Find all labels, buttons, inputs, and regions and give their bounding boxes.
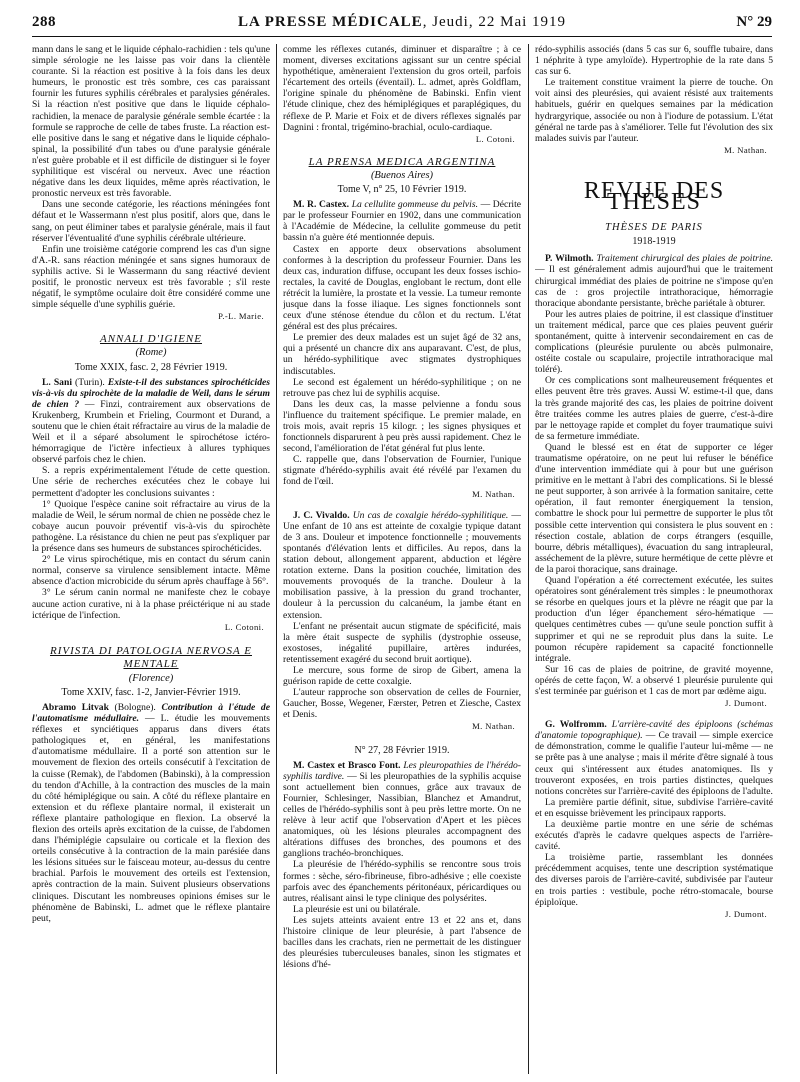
page-number: 288	[32, 14, 56, 30]
journal-place: (Rome)	[135, 347, 167, 359]
theses-heading: THÈSES DE PARIS	[605, 222, 703, 234]
paragraph: Enfin une troisième catégorie comprend les cas d'un signe d'A.-R. sans réaction méningée et sans signes humoraux de syphilis active. Si le Wassermann du sang réactivé devient positif, le pronostic nerveux est très favorable ; s'il reste négatif, le symptôme oculaire doit être considéré comme une simple séquelle d'une syphilis guérie.	[32, 243, 270, 311]
journal-title: LA PRENSA MEDICA ARGENTINA	[308, 155, 496, 168]
author-name: P. Wilmoth.	[545, 253, 594, 265]
signature: M. Nathan.	[472, 721, 515, 732]
journal-title: RIVISTA DI PATOLOGIA NERVOSA E MENTALE	[49, 644, 252, 670]
article-title: Traitement chirurgical des plaies de poitrine.	[593, 253, 773, 265]
column-2	[283, 44, 521, 1074]
author-name: G. Wolfromm.	[545, 719, 607, 731]
journal-volume: Tome XXIX, fasc. 2, 28 Février 1919.	[74, 361, 228, 373]
author-name: J. C. Vivaldo.	[293, 509, 350, 521]
paragraph: Or ces complications sont malheureusement fréquentes et elles peuvent être très graves. Aussi W. estime-t-il que, dans la très grande majorité des cas, les plaies de poitrine doivent être traitées comme les autres plaies de guerre, c'est-à-dire par le nettoyage rapide et complet du foyer traumatique suivi de sa fermeture immédiate.	[535, 375, 773, 442]
journal-volume: N° 27, 28 Février 1919.	[354, 744, 450, 756]
paragraph: mann dans le sang et le liquide céphalo-rachidien : tels qu'une simple sérologie ne les laisse pas voir dans la clientèle courante. Si la réaction est positive à la fois dans les deux humeurs, le pronostic est très sombre, ces cas paraissant fournir les futures syphilis cérébrales et paralysies générales. Si la réaction n'est positive que dans le liquide céphalo-rachidien, la menace de paralysie générale semble écartée : la formule se rapproche de celle de tabes fruste. La réaction est-elle positive dans le sang et négative dans le liquide céphalo-spinal, la possibilité d'un tabes ou d'une paralysie générale n'est guère probable et il est difficile de distinguer si le foyer syphilitique est viscéral ou nerveux. Avec une réaction négative dans les deux liquides, même après réactivation, le pronostic nerveux est très favorable.	[32, 44, 270, 200]
author-name: Abramo Litvak	[42, 701, 109, 713]
journal-place: (Florence)	[128, 672, 174, 684]
abstract-paragraph: J. C. Vivaldo. Un cas de coxalgie hérédo-syphilitique. — Une enfant de 10 ans est atteinte de coxalgie typique datant de 3 ans. Douleur et impotence fonctionnelle ; mouvements spontanés d'élévation lents et difficiles. Au repos, dans la station debout, allongement apparent, abduction et légère rotation externe. Dans la position couchée, limitation des mouvements provoqués de la tranche. Douleur à la mobilisation passive, à la pression du grand trochanter, douleur à la percussion du calcanéum, la jambe étant en extension.	[283, 509, 521, 621]
article-title: Un cas de coxalgie hérédo-syphilitique.	[349, 509, 509, 521]
author-name: M. R. Castex.	[293, 199, 350, 211]
section-title: REVUE DES THÈSES	[583, 177, 725, 216]
column-divider	[528, 44, 529, 1074]
paragraph: La pleurésie est uni ou bilatérale.	[293, 903, 421, 915]
paragraph: comme les réflexes cutanés, diminuer et disparaître ; à ce moment, diverses excitations agissant sur un centre spécial hypothétique, amèneraient l'extension du gros orteil, parfois l'écartement des orteils (éventail). L. admet, après Goldflam, l'origine spinale du phénomène de Babinski. Enfin vient l'étude clinique, chez des hémiplégiques et paraplégiques, du réflexe de P. Marie et Foix et de divers réflexes signalés par Dagnini : frontal, trigémino-brachial, oculo-cardiaque.	[283, 44, 521, 133]
paragraph: La pleurésie de l'hérédo-syphilis se rencontre sous trois formes : sèche, séro-fibrineuse, fibro-adhésive ; elle coexiste parfois avec des épanchements péritonéaux, péricardiques ou autres, réalisant ainsi le type clinique des polysérites.	[283, 859, 521, 904]
article-title: Contribution à l'étude de l'automatisme médullaire.	[32, 701, 270, 725]
paragraph: Le traitement constitue vraiment la pierre de touche. On voit ainsi des pleurésies, qui avaient résisté aux traitements habituels, guérir en quelques semaines par la médication hydrargyrique, associée ou non à l'iodure de potassium. L'état général ne tarde pas à s'améliorer. Telle fut l'évolution des six malades suivis par l'auteur.	[535, 77, 773, 144]
article-title: L'arrière-cavité des épiploons (schémas d'anatomie topographique).	[535, 719, 773, 742]
signature: M. Nathan.	[724, 144, 767, 155]
signature: L. Cotoni.	[475, 133, 515, 144]
author-name: M. Castex et Brasco Font.	[293, 759, 401, 771]
header-rule	[32, 36, 772, 37]
paragraph: S. a repris expérimentalement l'étude de cette question. Une série de recherches exécutées chez le cobaye lui permettent d'adopter les conclusions suivantes :	[32, 465, 270, 499]
signature: L. Cotoni.	[224, 621, 264, 632]
article-title: La cellulite gommeuse du pelvis.	[349, 199, 478, 211]
paragraph: Sur 16 cas de plaies de poitrine, de gravité moyenne, opérés de cette façon, W. a observé 1 pleurésie purulente qui s'est terminée par guérison et 1 cas de mort par œdème aigu.	[535, 663, 773, 697]
paragraph: 3° Le sérum canin normal ne manifeste chez le cobaye aucune action curative, ni à la phase préictérique ni au stade ictérique de l'infection.	[32, 587, 270, 621]
paragraph: C. rappelle que, dans l'observation de Fournier, l'unique stigmate d'hérédo-syphilis avait été révélé par l'examen du fond de l'œil.	[283, 454, 521, 488]
signature: J. Dumont.	[725, 908, 767, 919]
column-3	[535, 44, 773, 1074]
abstract-paragraph: L. Sani (Turin). Existe-t-il des substances spirochéticides vis-à-vis du spirochète de la maladie de Weil, dans le sérum de chien ? — Finzi, contrairement aux observations de Krukenberg, Krumbein et Frieling, Courmont et Durand, a soutenu que le chien était réfractaire au virus de la maladie de Weil et il a séparé absolument le spirochétose ictéro-hémorragique de l'ictère infectieux à allures typhiques observé parfois chez le chien.	[32, 376, 270, 466]
abstract-paragraph: M. Castex et Brasco Font. Les pleuropathies de l'hérédo-syphilis tardive. — Si les pleuropathies de la syphilis acquise sont actuellement bien connues, grâce aux travaux de Fournier, Schlesinger, Nassibian, Blanchez et Amandrut, celles de l'hérédo-syphilis sont à peu près lettre morte. On ne relève à leur actif que l'observation d'Apert et les pièces anatomiques, où les lésions pleurales accompagnent des altérations diffuses des bronches, des poumons et des ganglions trachéo-bronchiques.	[283, 759, 521, 860]
paragraph: Le premier des deux malades est un sujet âgé de 32 ans, qui a présenté un chancre dix ans auparavant. C'est, de plus, un hérédo-syphilitique avec stigmates dystrophiques indiscutables.	[283, 332, 521, 377]
abstract-paragraph: P. Wilmoth. Traitement chirurgical des plaies de poitrine. — Il est généralement admis aujourd'hui que le traitement chirurgical immédiat des plaies de poitrine ne s'impose qu'en cas de : gros projectile intrathoracique, hémorragie thoracique abondante persistante, brèche pariétale à obturer.	[535, 253, 773, 309]
abstract-paragraph: Abramo Litvak (Bologne). Contribution à l'étude de l'automatisme médullaire. — L. étudie les mouvements réflexes et synciétiques apparus dans divers états pathologiques et, en général, les manifestations d'automatisme médullaire. Il a porté son attention sur le mouvement de flexion des orteils consécutif à l'excitation de la cuisse (Remak), de l'abdomen (Babinski), à la compression du tendon d'Achille, à la contraction des muscles de la main du côté hémiplégique ou sain. A côté du réflexe plantaire en extension et du réflexe plantaire normal, il existerait un réflexe plantaire pathologique en flexion. La observé la flexion des orteils après excitation de la cuisse, de l'abdomen dans l'hémiplégie capsulaire ou corticale et la flexion des orteils consécutive à la contraction de la main parésiée dans les lésions situées sur le faisceau moteur, au-dessus du centre brachial. Parfois le mouvement des orteils est l'extension, après contraction de la main. Suivent plusieurs observations cliniques. Discutant les nombreuses opinions émises sur le phénomène de Babinski, L. admet que le réflexe plantaire peut,	[32, 701, 270, 924]
issue-date: Jeudi, 22 Mai 1919	[432, 14, 567, 30]
journal-volume: Tome V, n° 25, 10 Février 1919.	[337, 184, 467, 196]
signature: P.-L. Marie.	[218, 311, 264, 322]
signature: M. Nathan.	[472, 488, 515, 499]
paragraph: 1° Quoique l'espèce canine soit réfractaire au virus de la maladie de Weil, le sérum normal de chien ne possède chez le cobaye aucun pouvoir préventif vis-à-vis du spirochète pathogène. La résistance du chien ne peut pas s'expliquer par la présence dans ses humeurs de substances spirochéticides.	[32, 498, 270, 555]
paragraph: Quand l'opération a été correctement exécutée, les suites opératoires sont généralement très simples : le pneumothorax se résorbe en quelques jours et la plèvre ne réagit que par la production d'un léger épanchement séro-hématique — quelques centimètres cubes — qu'une seule ponction suffit à supprimer et qui ne se reproduit plus dans la suite. Le poumon récupère rapidement sa capacité fonctionnelle intégrale.	[535, 575, 773, 664]
column-1	[32, 44, 270, 1074]
paragraph: 2° Le virus spirochétique, mis en contact du sérum canin normal, conserve sa virulence sensiblement intacte. Même absence d'action microbicide du sérum après chauffage à 56°.	[32, 554, 270, 588]
paragraph: Les sujets atteints avaient entre 13 et 22 ans et, dans l'histoire clinique de leur pleurésie, à part l'absence de bacilles dans les crachats, rien ne permettait de les distinguer des pleurésies tuberculeuses banales, sinon les stigmates et lésions d'hé-	[283, 914, 521, 971]
theses-year: 1918-1919	[632, 236, 676, 248]
paragraph: La deuxième partie montre en une série de schémas exécutés d'après le cadavre quelques aspects de l'arrière-cavité.	[535, 819, 773, 853]
issue-number: N° 29	[736, 14, 772, 30]
abstract-paragraph: M. R. Castex. La cellulite gommeuse du pelvis. — Décrite par le professeur Fournier en 1902, dans une communication à l'Académie de Médecine, la cellulite gommeuse du petit bassin n'a guère été mentionnée depuis.	[283, 199, 521, 244]
paragraph: La troisième partie, rassemblant les données précédemment acquises, tente une description systématique des diverses parois de l'arrière-cavité, subdivisée par l'auteur en trois parties : vestibule, poche rétro-stomacale, bourse épiploïque.	[535, 852, 773, 908]
paragraph: Le second est également un hérédo-syphilitique ; on ne retrouve pas chez lui de syphilis acquise.	[283, 376, 521, 399]
paragraph: Dans les deux cas, la masse pelvienne a fondu sous l'influence du traitement spécifique. Le premier malade, en trois mois, avait repris 15 kilogr. ; les signes physiques et fonctionnels disparurent à peu près aussi rapidement. Chez le second, l'amélioration de l'état général fut plus lente.	[283, 398, 521, 455]
abstract-paragraph: G. Wolfromm. L'arrière-cavité des épiploons (schémas d'anatomie topographique). — Ce travail — simple exercice de démonstration, comme le qualifie l'auteur lui-même — ne se prête pas à une analyse ; mais il mérite d'être signalé à tous ceux qui s'intéressent aux études anatomiques. Ils y trouveront exposées, en trois parties distinctes, quelques notions concrètes sur l'arrière-cavité des épiploons de l'adulte.	[535, 719, 773, 797]
paragraph: L'enfant ne présentait aucun stigmate de spécificité, mais la mère était suspecte de syphilis (dystrophie osseuse, exostoses, inégalité pupillaire, artères indurées, retentissement exagéré du second bruit aortique).	[283, 620, 521, 665]
article-title: Existe-t-il des substances spirochéticides vis-à-vis du spirochète de la maladie de Weil, dans le sérum de chien ?	[32, 376, 270, 410]
paragraph: Le mercure, sous forme de sirop de Gibert, amena la guérison rapide de cette coxalgie.	[283, 664, 521, 688]
paragraph: Quand le blessé est en état de supporter ce léger traumatisme opératoire, on ne peut lui refuser le bénéfice d'une intervention immédiate qui à pour but une guérison primitive en le mettant à l'abri des complications. Si le blessé ne peut supporter, à son arrivée à la formation sanitaire, cette opération, il faut remonter énergiquement la tension, combattre le shock pour lui permettre de supporter le plus tôt possible cette intervention qui consistera le plus souvent en : résection costale, ablation de corps étrangers (esquille, bourre, débris métalliques), évacuation du sang intrapleural, asséchement de la plèvre, suture hermétique de cette plèvre et de la paroi thoracique, sans drainage.	[535, 441, 773, 575]
journal-title: ANNALI D'IGIENE	[100, 333, 202, 346]
journal-title: LA PRESSE MÉDICALE	[237, 14, 423, 30]
column-divider	[276, 44, 277, 1074]
paragraph: Castex en apporte deux observations absolument conformes à la description du professeur Fournier. Dans les deux cas, induration diffuse, occupant les deux fosses ischio-rectales, la cavité de Douglas, englobant le rectum, dont elle rétrécit la lumière, la prostate et la vessie. La tumeur remonte jusque dans la fosse iliaque. Les signes fonctionnels sont ceux d'une sténose étendue du côlon et du rectum. L'état général est des plus précaires.	[283, 243, 521, 333]
journal-place: (Buenos Aires)	[370, 169, 434, 181]
article-title: Les pleuropathies de l'hérédo-syphilis tardive.	[283, 759, 521, 782]
paragraph: L'auteur rapproche son observation de celles de Fournier, Gaucher, Bosse, Wegener, Færster, Petren et Ziesche, Castex et Denis.	[283, 687, 521, 721]
journal-volume: Tome XXIV, fasc. 1-2, Janvier-Février 1919.	[61, 686, 241, 698]
author-name: L. Sani	[42, 376, 72, 388]
paragraph: rédo-syphilis associés (dans 5 cas sur 6, souffle tubaire, dans 1 néphrite à type amyloïde). Hypertrophie de la rate dans 5 cas sur 6.	[535, 44, 773, 78]
paragraph: Pour les autres plaies de poitrine, il est classique d'instituer un traitement médical, parce que ces plaies peuvent guérir spontanément, quitte à intervenir secondairement en cas de complications (pleurésie purulente ou abcès pulmonaire, ostéite costale ou scapulaire, projectile intrathoracique mal toléré).	[535, 308, 773, 376]
page-header: 288 LA PRESSE MÉDICALE, Jeudi, 22 Mai 1919 N° 29	[32, 14, 772, 30]
signature: J. Dumont.	[725, 698, 767, 709]
paragraph: Dans une seconde catégorie, les réactions méningées font défaut et le Wassermann n'est plus positif, alors que, dans le sang, on peut éliminer tabes et paralysie générale, mais il faut réserver l'éventualité d'une syphilis cérébrale ultérieure.	[32, 199, 270, 244]
paragraph: La première partie définit, situe, subdivise l'arrière-cavité et en esquisse brièvement les principaux rapports.	[535, 796, 773, 819]
